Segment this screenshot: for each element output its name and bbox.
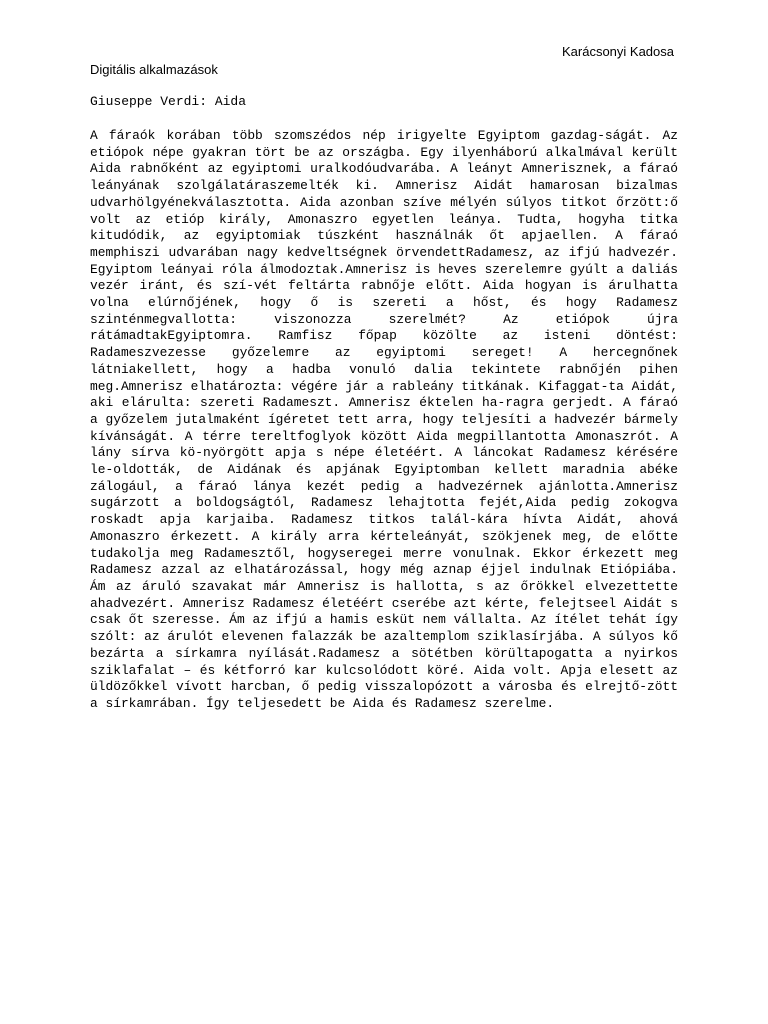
document-title: Giuseppe Verdi: Aida xyxy=(90,94,247,109)
course-title: Digitális alkalmazások xyxy=(90,62,218,77)
document-body: A fáraók korában több szomszédos nép irigyelte Egyiptom gazdag-ságát. Az etiópok népe gyakran tört be az országba. Egy ilyenháború alkalmával került Aida rabnőként az egyiptomi uralkodóudvarába. A leányt Amnerisznek, a fáraó leányának szolgálatáraszemelték ki. Amnerisz Aidát hamarosan bizalmas udvarhölgyénekválasztotta. Aida azonban szíve mélyén súlyos titkot őrzött:ő volt az etióp király, Amonaszro egyetlen leánya. Tudta, hogyha titka kitudódik, az egyiptomiak túszként használnák őt apjaellen. A fáraó memphiszi udvarában nagy kedveltségnek örvendettRadamesz, az ifjú hadvezér. Egyiptom leányai róla álmodoztak.Amnerisz is heves szerelemre gyúlt a daliás vezér iránt, és szí-vét feltárta rabnője előtt. Aida hogyan is árulhatta volna elúrnőjének, hogy ő is szereti a hőst, és hogy Radamesz szinténmegvallotta: viszonozza szerelmét? Az etiópok újra rátámadtakEgyiptomra. Ramfisz főpap közölte az isteni döntést: Radameszvezesse győzelemre az egyiptomi sereget! A hercegnőnek látniakellett, hogy a hadba vonuló dalia tekintete rabnőjén pihen meg.Amnerisz elhatározta: végére jár a rableány titkának. Kifaggat-ta Aidát, aki elárulta: szereti Radameszt. Amnerisz éktelen ha-ragra gerjedt. A fáraó a győzelem jutalmaként ígéretet tett arra, hogy teljesíti a hadvezér bármely kívánságát. A térre tereltfoglyok között Aida megpillantotta Amonaszrót. A lány sírva kö-nyörgött apja s népe életéért. A láncokat Radamesz kérésére le-oldották, de Aidának és apjának Egyiptomban kellett maradnia abéke zálogául, a fáraó lánya kezét pedig a hadvezérnek ajánlotta.Amnerisz sugárzott a boldogságtól, Radamesz lehajtotta fejét,Aida pedig zokogva roskadt apja karjaiba. Radamesz titkos talál-kára hívta Aidát, ahová Amonaszro érkezett. A király arra kérteleányát, szökjenek meg, de előtte tudakolja meg Radamesztől, hogyseregei merre vonulnak. Ekkor érkezett meg Radamesz azzal az elhatározással, hogy még aznap éjjel indulnak Etiópiába. Ám az áruló szavakat már Amnerisz is hallotta, s az őrökkel elvezettette ahadvezért. Amnerisz Radamesz életéért cserébe azt kérte, felejtseel Aidát s csak őt szeresse. Ám az ifjú a hamis esküt nem vállalta. Az ítélet tehát így szólt: az árulót elevenen falazzák be azaltemplom sziklasírjába. A súlyos kő bezárta a sírkamra nyílását.Radamesz a sötétben körültapogatta a nyirkos sziklafalat – és kétforró kar kulcsolódott köré. Aida volt. Apja elesett az üldözőkkel vívott harcban, ő pedig visszalopózott a városba és elrejtő-zött a sírkamrában. Így teljesedett be Aida és Radamesz szerelme. xyxy=(90,128,678,711)
author-name: Karácsonyi Kadosa xyxy=(561,44,674,59)
